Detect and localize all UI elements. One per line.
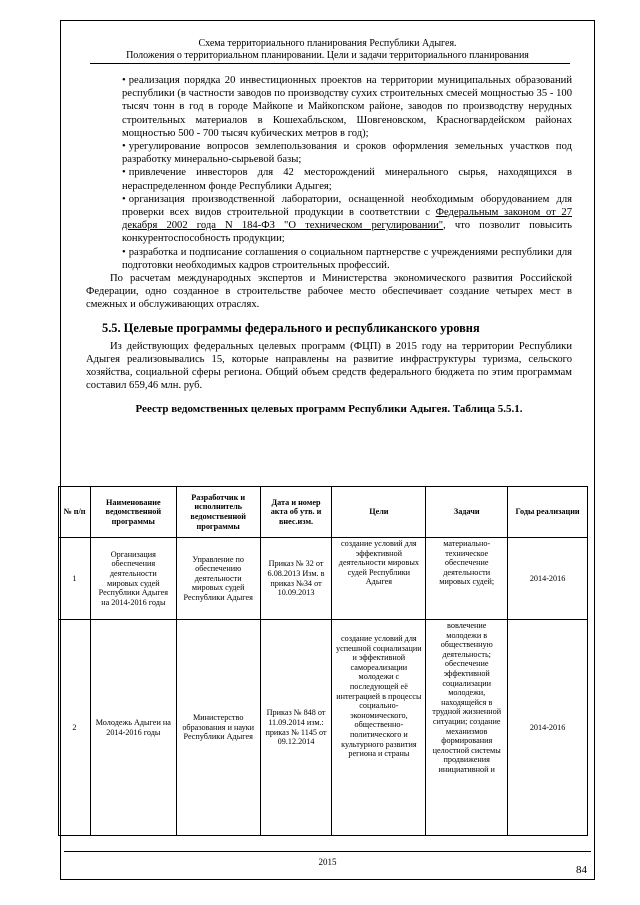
table-cell: 1 [59, 538, 91, 620]
footer-year: 2015 [318, 857, 337, 867]
table-cell: Управление по обеспечению деятельности мировых судей Республики Адыгея [176, 538, 260, 620]
column-header: Дата и номер акта об утв. и внес.изм. [260, 487, 332, 538]
bullet-item: • реализация порядка 20 инвестиционных проектов на территории муниципальных образований республики (в частности заводов по производству сухих строительных смесей мощностью 35 - 100 тысяч тонн в год в городе Майкопе и Майкопском районе, заводов по производству нерудных строительных материалов в Кошехабльском, Шовгеновском, Красногвардейском районах мощностью 500 - 700 тысяч кубических метров в год); [122, 74, 572, 140]
section-heading: 5.5. Целевые программы федерального и республиканского уровня [102, 320, 480, 335]
table-cell: Приказ № 32 от 6.08.2013 Изм. в приказ №34 от 10.09.2013 [260, 538, 332, 620]
table-cell: создание условий для эффективной деятельности мировых судей Республики Адыгея [332, 538, 426, 620]
bullet-item: • урегулирование вопросов землепользования и сроков оформления земельных участков под разработку минерально-сырьевой базы; [122, 140, 572, 166]
table-cell: вовлечение молодежи в общественную деятельность; обеспечение эффективной социализации молодежи, находящейся в трудной жизненной ситуации; создание механизмов формирования целостной системы продвижения инициативной и [426, 620, 508, 836]
table-cell: Молодежь Адыгеи на 2014-2016 годы [90, 620, 176, 836]
bullet-item: • разработка и подписание соглашения о социальном партнерстве с учреждениями республики для подготовки необходимых кадров строительных профессий. [122, 246, 572, 272]
table-cell: 2 [59, 620, 91, 836]
header-divider [90, 63, 570, 64]
column-header: Разработчик и исполнитель ведомственной программы [176, 487, 260, 538]
table-caption: Реестр ведомственных целевых программ Республики Адыгея. Таблица 5.5.1. [135, 402, 523, 415]
table-cell: Организация обеспечения деятельности мировых судей Республики Адыгея на 2014-2016 годы [90, 538, 176, 620]
footer-divider [64, 851, 591, 852]
table-cell: Министерство образования и науки Республики Адыгея [176, 620, 260, 836]
table-header-row [59, 487, 588, 538]
table-row [59, 620, 588, 836]
column-header: Цели [332, 487, 426, 538]
column-header: Годы реализации [508, 487, 588, 538]
column-header: № п/п [59, 487, 91, 538]
bullet-item [122, 193, 572, 246]
paragraph: По расчетам международных экспертов и Министерства экономического развития Российской Федерации, одно созданное в строительстве рабочее место обеспечивает создание четырех мест в смежных и обслуживающих отраслях. [86, 273, 572, 311]
page-number: 84 [576, 864, 587, 876]
bullet-list [122, 74, 572, 272]
table-cell: материально-техническое обеспечение деятельности мировых судей; [426, 538, 508, 620]
header-line-2: Положения о территориальном планировании. Цели и задачи территориального планирования [126, 50, 529, 61]
bullet-text-after: , что позволит повысить конкурентоспособность продукции; [122, 220, 572, 245]
header-line-1: Схема территориального планирования Республики Адыгея. [198, 38, 457, 49]
column-header: Наименование ведомственной программы [90, 487, 176, 538]
column-header: Задачи [426, 487, 508, 538]
bullet-item: • привлечение инвесторов для 42 месторождений минерального сырья, находящихся в нераспределенном фонде Республики Адыгея; [122, 166, 572, 192]
table-cell: 2014-2016 [508, 538, 588, 620]
page-header [61, 38, 594, 62]
federal-law-link[interactable]: Федеральным законом от 27 декабря 2002 года N 184-ФЗ "О техническом регулировании" [122, 207, 573, 232]
table-cell: Приказ № 848 от 11.09.2014 изм.: приказ № 1145 от 09.12.2014 [260, 620, 332, 836]
table-cell: 2014-2016 [508, 620, 588, 836]
main-content [86, 74, 572, 422]
paragraph: Из действующих федеральных целевых программ (ФЦП) в 2015 году на территории Республики Адыгея реализовывались 15, которые направлены на развитие инфраструктуры туризма, сельского хозяйства, социальной сферы региона. Общий объем средств федерального бюджета по этим программам составил 659,46 млн. руб. [86, 340, 572, 392]
table-row [59, 538, 588, 620]
bullet-text-before: организация производственной лаборатории, оснащенной необходимым оборудованием для проверки всех видов строительной продукции в соответствии с [122, 193, 572, 219]
table-cell: создание условий для успешной социализации и эффективной самореализации молодежи с последующей её интеграцией в процессы социально-экономического, общественно-политического и культурного развития региона и страны [332, 620, 426, 836]
programs-table [58, 486, 588, 836]
